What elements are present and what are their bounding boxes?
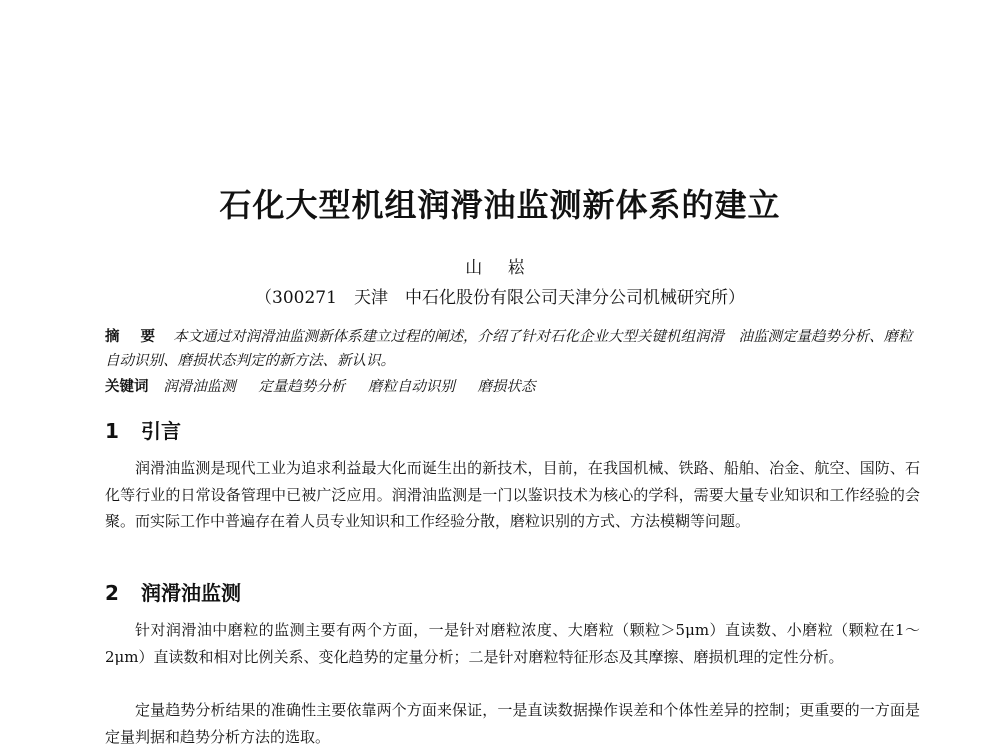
keyword-item: 磨损状态 [477,379,536,395]
abstract [105,325,920,373]
section-paragraph: 润滑油监测是现代工业为追求利益最大化而诞生出的新技术，目前，在我国机械、铁路、船舶、冶金、航空、国防、石化等行业的日常设备管理中已被广泛应用。润滑油监测是一门以鉴识技术为核心的学科，需要大量专业知识和工作经验的会聚。而实际工作中普遍存在着人员专业知识和工作经验分散，磨粒识别的方式、方法模糊等问题。 [105,459,920,530]
keywords [105,375,920,399]
section-title: 引言 [141,419,181,443]
section-number: 1 [105,419,119,443]
keyword-item: 磨粒自动识别 [367,379,455,395]
keyword-item: 润滑油监测 [163,379,236,395]
section-paragraph: 定量趋势分析结果的准确性主要依靠两个方面来保证，一是直读数据操作误差和个体性差异的控制；更重要的一方面是定量判据和趋势分析方法的选取。 [105,701,920,746]
keywords-label: 关键词 [105,378,149,395]
author-affiliation: （300271 天津 中石化股份有限公司天津分公司机械研究所） [255,288,745,308]
author-name: 山 崧 [465,258,535,278]
paper-title: 石化大型机组润滑油监测新体系的建立 [219,186,781,224]
section-number: 2 [105,581,119,605]
section-paragraph: 针对润滑油中磨粒的监测主要有两个方面，一是针对磨粒浓度、大磨粒（颗粒＞5μm）直读数、小磨粒（颗粒在1～2μm）直读数和相对比例关系、变化趋势的定量分析；二是针对磨粒特征形态及其摩擦、磨损机理的定性分析。 [105,621,920,666]
section-heading-introduction [105,415,181,444]
section-heading-oil-monitoring [105,577,241,606]
keyword-item: 定量趋势分析 [258,379,346,395]
abstract-label: 摘 要 [105,328,164,345]
section-title: 润滑油监测 [141,581,241,605]
abstract-text: 本文通过对润滑油监测新体系建立过程的阐述，介绍了针对石化企业大型关键机组润滑 油监测定量趋势分析、磨粒自动识别、磨损状态判定的新方法、新认识。 [105,329,913,369]
